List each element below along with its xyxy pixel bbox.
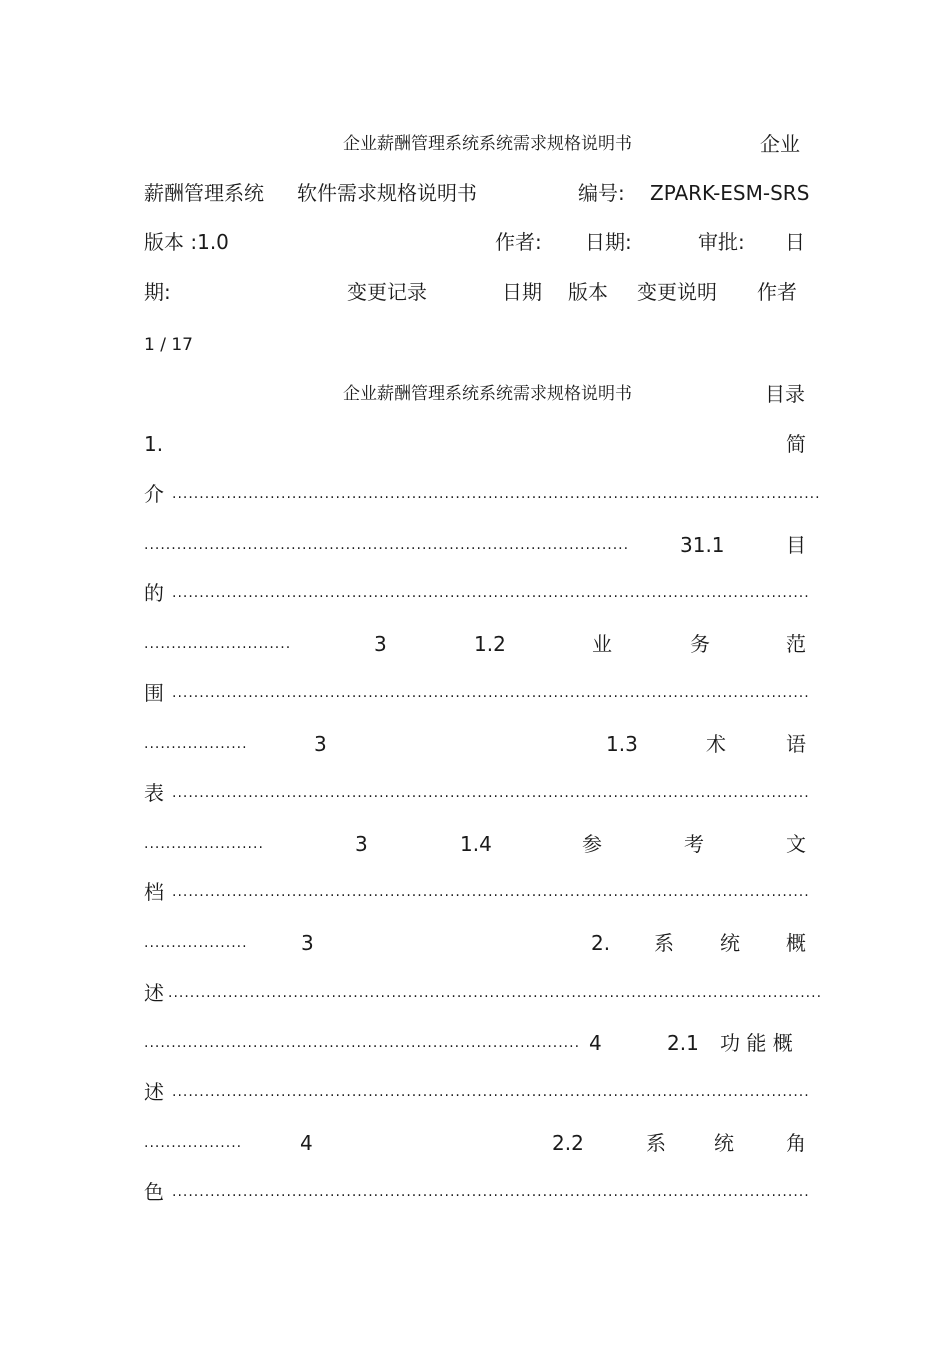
toc-entry-text: 语 [786,732,806,756]
toc-page-number: 31.1 [680,533,725,557]
toc-entry-text: 档 [144,880,164,904]
toc-section-number: 1.2 [474,632,506,656]
toc-entry-text: 述 [144,981,164,1005]
toc-section-number: 2. [591,931,611,955]
toc-leader-dots [144,732,247,756]
toc-entry-text: 功 能 概 [720,1031,793,1055]
toc-entry-text: 概 [786,931,806,955]
title-company-tail: 企业 [760,132,800,156]
toc-entry-text: 系 [646,1131,666,1155]
title-system-name: 薪酬管理系统 [144,181,264,205]
toc-leader-dots [172,681,810,705]
page-header: 企业薪酬管理系统系统需求规格说明书 [343,134,632,154]
toc-section-number: 1. [144,432,164,456]
page-header: 企业薪酬管理系统系统需求规格说明书 [343,384,632,404]
doc-code-label: 编号: [578,181,625,205]
toc-leader-dots [144,931,247,955]
toc-leader-dots [172,581,810,605]
toc-entry-text: 介 [144,482,164,506]
change-col-date: 日期 [502,280,542,304]
date2-field-part2: 期: [144,280,171,304]
doc-code-value: ZPARK-ESM-SRS [650,181,810,205]
date-field: 日期: [585,230,632,254]
toc-leader-dots [172,781,810,805]
toc-entry-text: 术 [706,732,726,756]
toc-entry-text: 简 [786,432,806,456]
toc-entry-text: 参 [582,832,602,856]
toc-leader-dots [172,1080,810,1104]
toc-entry-text: 的 [144,581,164,605]
toc-entry-text: 角 [786,1131,806,1155]
version-field: 版本 :1.0 [144,230,229,254]
change-col-version: 版本 [568,280,608,304]
toc-entry-text: 考 [684,832,704,856]
toc-leader-dots [144,533,630,557]
toc-leader-dots [172,880,810,904]
toc-leader-dots [144,1031,578,1055]
toc-leader-dots [168,981,823,1005]
date2-field-part1: 日 [785,230,805,254]
toc-leader-dots [144,832,265,856]
toc-section-number: 1.3 [606,732,638,756]
change-record-heading: 变更记录 [347,280,427,304]
toc-entry-text: 文 [786,832,806,856]
toc-entry-text: 表 [144,781,164,805]
toc-entry-text: 系 [654,931,674,955]
change-col-description: 变更说明 [637,280,717,304]
toc-entry-text: 务 [690,632,710,656]
toc-page-number: 3 [374,632,387,656]
toc-entry-text: 色 [144,1180,164,1204]
toc-page-number: 4 [300,1131,313,1155]
title-doc-type: 软件需求规格说明书 [297,181,477,205]
toc-page-number: 4 [589,1031,602,1055]
toc-entry-text: 范 [786,632,806,656]
toc-entry-text: 围 [144,681,164,705]
toc-leader-dots [144,1131,241,1155]
toc-page-number: 3 [355,832,368,856]
toc-page-number: 3 [301,931,314,955]
approval-field: 审批: [698,230,745,254]
toc-entry-text: 述 [144,1080,164,1104]
toc-entry-text: 目 [786,533,806,557]
toc-leader-dots [144,632,289,656]
toc-section-number: 1.4 [460,832,492,856]
author-field: 作者: [495,230,542,254]
toc-title: 目录 [765,382,805,406]
page-number: 1 / 17 [144,335,193,355]
toc-leader-dots [172,482,822,506]
change-col-author: 作者 [757,280,797,304]
toc-entry-text: 业 [592,632,612,656]
toc-section-number: 2.2 [552,1131,584,1155]
toc-entry-text: 统 [714,1131,734,1155]
toc-section-number: 2.1 [667,1031,699,1055]
toc-entry-text: 统 [720,931,740,955]
toc-page-number: 3 [314,732,327,756]
toc-leader-dots [172,1180,810,1204]
